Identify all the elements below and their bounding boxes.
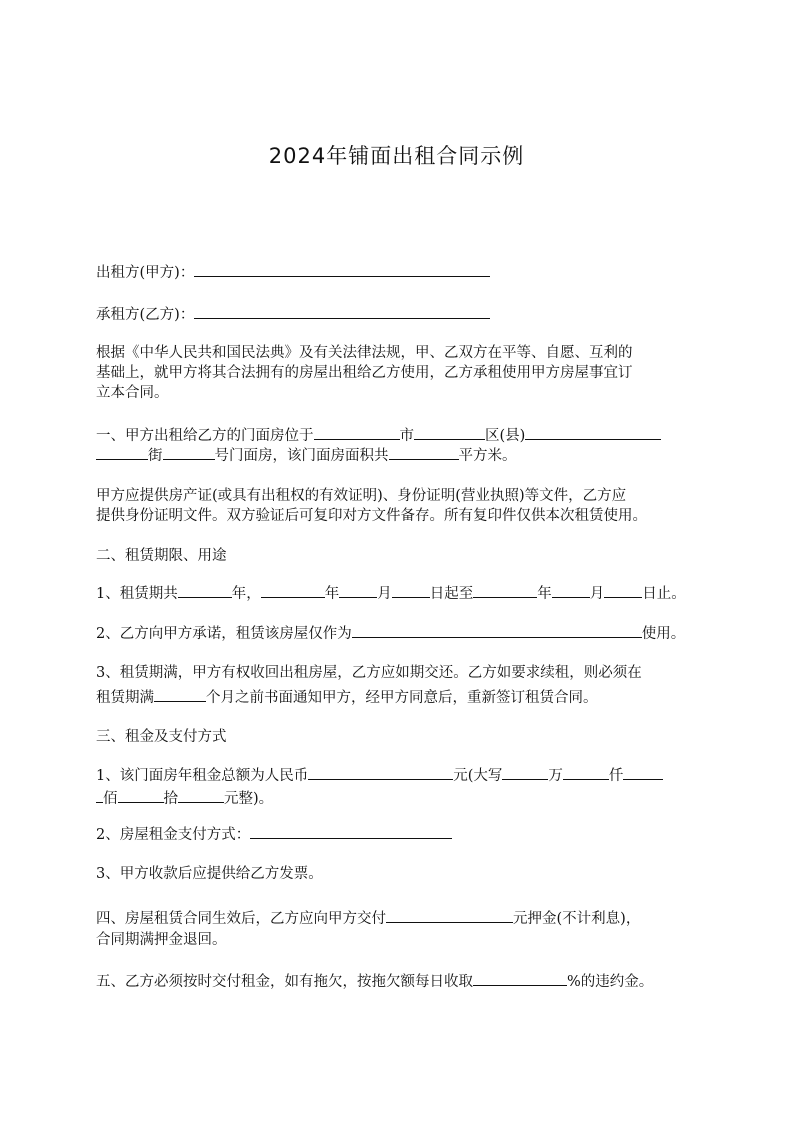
deposit-line-2: 合同期满押金退回。: [96, 932, 227, 948]
term-label: 1、租赁期共: [96, 586, 178, 602]
qian-blank[interactable]: [563, 764, 609, 780]
term-line: [96, 582, 686, 604]
payment-method-blank[interactable]: [250, 823, 452, 839]
renewal-text: 个月之前书面通知甲方，经甲方同意后，重新签订租赁合同。: [206, 690, 598, 706]
shi-unit: 拾: [163, 791, 178, 807]
usage-label: 2、乙方向甲方承诺，租赁该房屋仅作为: [96, 626, 352, 642]
payment-method-line: [96, 823, 452, 845]
start-year-blank[interactable]: [261, 582, 325, 598]
end-day-unit: 日止。: [642, 586, 686, 602]
end-year-unit: 年: [537, 586, 552, 602]
notice-months-blank[interactable]: [154, 686, 206, 702]
area-blank[interactable]: [389, 444, 459, 460]
penalty-rate-blank[interactable]: [473, 970, 567, 986]
rent-amount-blank[interactable]: [308, 764, 453, 780]
number-label: 号门面房，该门面房面积共: [214, 448, 389, 464]
district-label: 区(县): [485, 428, 526, 444]
start-day-unit: 日起至: [429, 586, 474, 602]
yuan-blank[interactable]: [178, 787, 224, 803]
bai-unit: 佰: [103, 791, 118, 807]
section-1-line-2: [96, 444, 517, 466]
wan-unit: 万: [548, 768, 563, 784]
start-month-blank[interactable]: [339, 582, 377, 598]
street-blank[interactable]: [96, 444, 148, 460]
rent-label: 1、该门面房年租金总额为人民币: [96, 768, 309, 784]
term-years-blank[interactable]: [178, 582, 232, 598]
district-name-blank[interactable]: [525, 424, 661, 440]
number-blank[interactable]: [163, 444, 215, 460]
end-year-blank[interactable]: [473, 582, 537, 598]
rent-line-2: [96, 787, 273, 809]
rent-uppercase-label: 元(大写: [453, 768, 503, 784]
term-year-unit: 年，: [231, 586, 261, 602]
shi-blank[interactable]: [118, 787, 164, 803]
street-label: 街: [148, 448, 163, 464]
intro-line-1: 根据《中华人民共和国民法典》及有关法律法规，甲、乙双方在平等、自愿、互利的: [96, 345, 633, 361]
qian-unit: 仟: [608, 768, 624, 784]
area-unit: 平方米。: [458, 448, 517, 464]
lessor-line: [96, 261, 490, 283]
renewal-label: 租赁期满: [96, 690, 154, 706]
lessor-blank[interactable]: [194, 261, 490, 277]
bai-blank-1[interactable]: [623, 764, 663, 780]
renewal-line-1: 3、租赁期满，甲方有权收回出租房屋，乙方应如期交还。乙方如要求续租，则必须在: [96, 665, 642, 681]
s1-text: 一、甲方出租给乙方的门面房位于: [96, 428, 314, 444]
penalty-unit: %的违约金。: [567, 974, 654, 990]
section-2-heading: 二、租赁期限、用途: [96, 548, 227, 564]
start-month-unit: 月: [377, 586, 392, 602]
payment-method-label: 2、房屋租金支付方式：: [96, 827, 251, 843]
wan-blank[interactable]: [502, 764, 548, 780]
penalty-label: 五、乙方必须按时交付租金，如有拖欠，按拖欠额每日收取: [96, 974, 473, 990]
end-month-unit: 月: [589, 586, 605, 602]
docs-line-2: 提供身份证明文件。双方验证后可复印对方文件备存。所有复印件仅供本次租赁使用。: [96, 508, 647, 524]
section-1-line-1: [96, 424, 661, 446]
lessee-label: 承租方(乙方)：: [96, 307, 195, 323]
start-year-unit: 年: [324, 586, 340, 602]
lessee-blank[interactable]: [194, 303, 490, 319]
usage-suffix: 使用。: [641, 626, 686, 642]
end-month-blank[interactable]: [552, 582, 590, 598]
usage-blank[interactable]: [352, 622, 642, 638]
yuan-unit: 元整)。: [224, 791, 274, 807]
intro-line-3: 立本合同。: [96, 385, 169, 401]
deposit-blank[interactable]: [386, 907, 513, 923]
docs-line-1: 甲方应提供房产证(或具有出租权的有效证明)、身份证明(营业执照)等文件，乙方应: [96, 488, 627, 504]
intro-line-2: 基础上，就甲方将其合法拥有的房屋出租给乙方使用，乙方承租使用甲方房屋事宜订: [96, 365, 633, 381]
bai-blank-2[interactable]: [96, 787, 103, 803]
lessee-line: [96, 303, 490, 325]
invoice-line: 3、甲方收款后应提供给乙方发票。: [96, 866, 323, 882]
document-title: 2024年铺面出租合同示例: [268, 144, 525, 168]
penalty-line: [96, 970, 653, 992]
usage-line: [96, 622, 685, 644]
deposit-unit: 元押金(不计利息)，: [513, 911, 641, 927]
renewal-line-2: [96, 686, 598, 708]
city-blank[interactable]: [314, 424, 400, 440]
city-label: 市: [399, 428, 414, 444]
rent-line-1: [96, 764, 663, 786]
deposit-label: 四、房屋租赁合同生效后，乙方应向甲方交付: [96, 911, 386, 927]
start-day-blank[interactable]: [392, 582, 430, 598]
deposit-line-1: [96, 907, 640, 929]
end-day-blank[interactable]: [604, 582, 642, 598]
section-3-heading: 三、租金及支付方式: [96, 729, 227, 745]
district-blank[interactable]: [414, 424, 485, 440]
lessor-label: 出租方(甲方)：: [96, 265, 195, 281]
